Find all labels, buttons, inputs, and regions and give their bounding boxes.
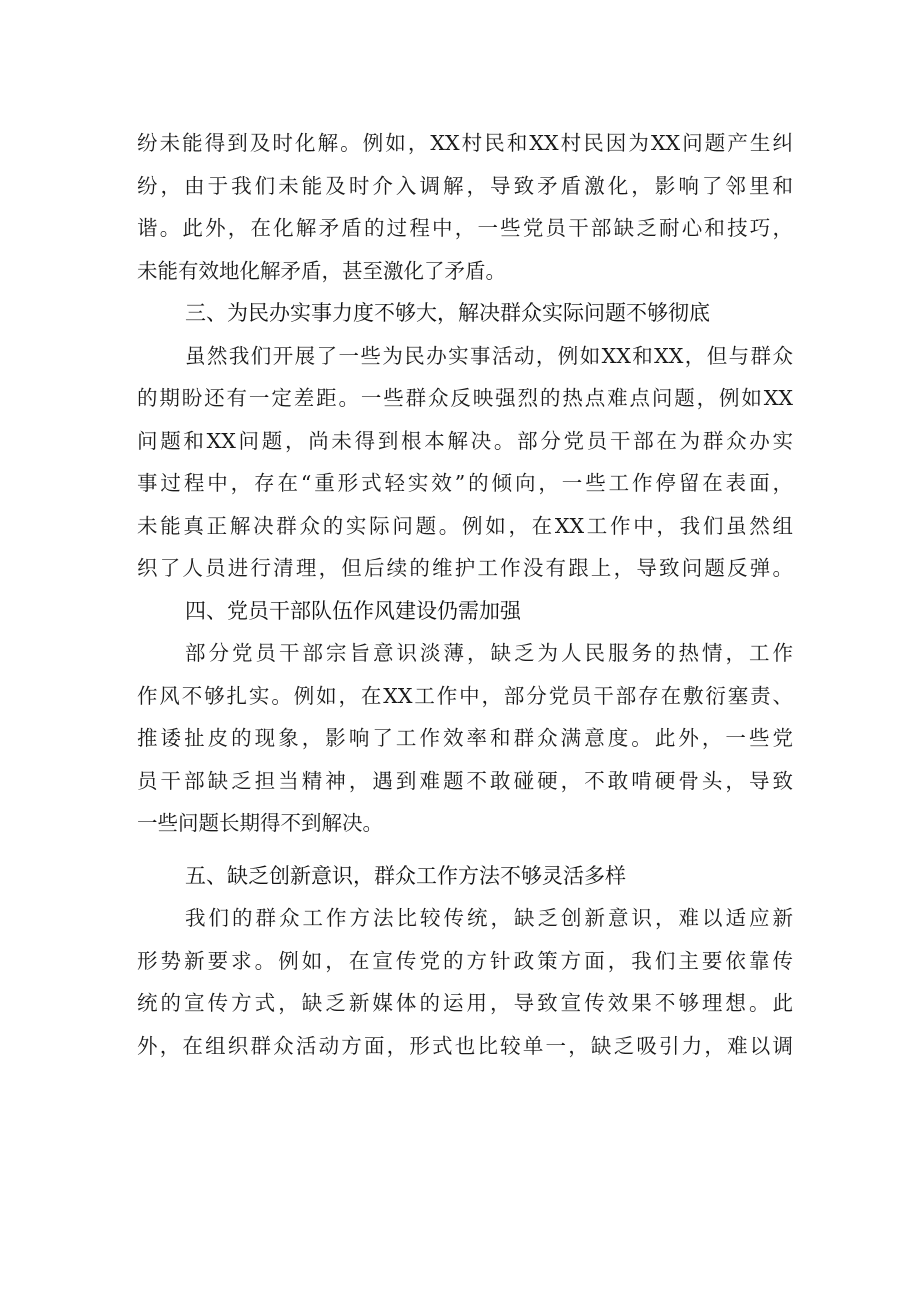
paragraph-line: 员干部缺乏担当精神，遇到难题不敢碰硬，不敢啃硬骨头，导致	[137, 768, 793, 793]
section-5-paragraph	[137, 897, 793, 1067]
paragraph-line: 统的宣传方式，缺乏新媒体的运用，导致宣传效果不够理想。此	[137, 991, 793, 1015]
paragraph-line: 未能有效地化解矛盾，甚至激化了矛盾。	[137, 258, 506, 283]
paragraph-line: 一些问题长期得不到解决。	[137, 811, 383, 835]
paragraph-line: 问题和XX问题，尚未得到根本解决。部分党员干部在为群众办实	[137, 428, 793, 453]
paragraph-line: 未能真正解决群众的实际问题。例如，在XX工作中，我们虽然组	[137, 513, 793, 538]
paragraph-line: 纷未能得到及时化解。例如，XX村民和XX村民因为XX问题产生纠	[137, 131, 793, 155]
paragraph-line: 谐。此外，在化解矛盾的过程中，一些党员干部缺乏耐心和技巧，	[137, 216, 793, 240]
paragraph-continued	[137, 122, 793, 292]
paragraph-line: 纷，由于我们未能及时介入调解，导致矛盾激化，影响了邻里和	[137, 173, 793, 198]
section-3-paragraph	[137, 335, 793, 590]
paragraph-line: 推诿扯皮的现象，影响了工作效率和群众满意度。此外，一些党	[137, 726, 793, 750]
section-4-paragraph	[137, 632, 793, 845]
paragraph-line: 事过程中，存在“重形式轻实效”的倾向，一些工作停留在表面，	[137, 471, 793, 495]
section-heading-5: 五、缺乏创新意识，群众工作方法不够灵活多样	[185, 863, 626, 888]
paragraph-line: 的期盼还有一定差距。一些群众反映强烈的热点难点问题，例如XX	[137, 386, 793, 410]
document-body	[137, 122, 793, 1067]
paragraph-line: 织了人员进行清理，但后续的维护工作没有跟上，导致问题反弹。	[137, 556, 793, 580]
section-heading-3: 三、为民办实事力度不够大，解决群众实际问题不够彻底	[185, 301, 710, 325]
paragraph-line: 我们的群众工作方法比较传统，缺乏创新意识，难以适应新	[185, 906, 793, 930]
paragraph-line: 形势新要求。例如，在宣传党的方针政策方面，我们主要依靠传	[137, 948, 793, 973]
paragraph-line: 部分党员干部宗旨意识淡薄，缺乏为人民服务的热情，工作	[185, 641, 793, 665]
section-spacer	[137, 845, 793, 855]
paragraph-line: 作风不够扎实。例如，在XX工作中，部分党员干部存在敷衍塞责、	[137, 683, 793, 708]
paragraph-line: 外，在组织群众活动方面，形式也比较单一，缺乏吸引力，难以调	[137, 1033, 793, 1058]
section-heading-4: 四、党员干部队伍作风建设仍需加强	[185, 598, 521, 623]
paragraph-line: 虽然我们开展了一些为民办实事活动，例如XX和XX，但与群众	[185, 343, 793, 368]
